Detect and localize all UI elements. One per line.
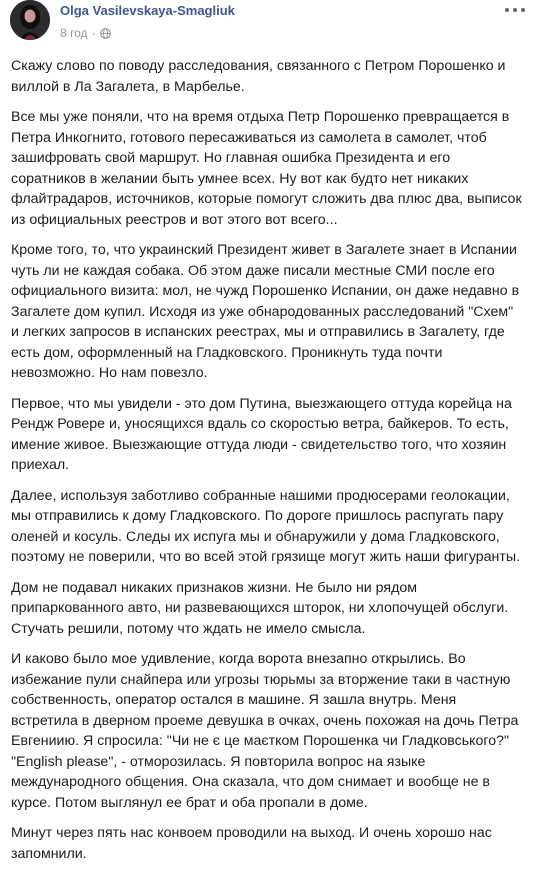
globe-icon[interactable] — [100, 28, 111, 39]
post-timestamp[interactable]: 8 год — [60, 26, 88, 40]
menu-dot — [513, 8, 517, 12]
more-options-icon[interactable] — [505, 4, 525, 16]
menu-dot — [505, 8, 509, 12]
post-paragraph: Первое, что мы увидели - это дом Путина, выезжающего оттуда корейца на Рендж Ровере и, уносящихся вдаль со скоростью ветра, байкеров. То есть, имение живое. Выезжающие оттуда люди - свидетельство того, что хозяин приехал. — [11, 395, 512, 473]
post-header — [0, 0, 535, 48]
post-body — [0, 56, 535, 864]
post-paragraph: Дом не подавал никаких признаков жизни. Не было ни рядом припаркованного авто, ни развевающихся шторок, ни хлопочущей обслуги. Стучать решили, потому что ждать не имело смысла. — [11, 579, 509, 637]
post-paragraph: Все мы уже поняли, что на время отдыха Петр Порошенко превращается в Петра Инкогнито, готового пересаживаться из самолета в самолет, чтоб зашифровать свой маршрут. Но главная ошибка Президента и его соратников в желании быть умнее всех. Ну вот как будто нет никаких флайтрадаров, источников, которые помогут сложить два плюс два, выписок из официальных реестров и вот этого вот всего... — [11, 109, 522, 228]
post-paragraph: Далее, используя заботливо собранные нашими продюсерами геолокации, мы отправились к дому Гладковского. По дороге пришлось распугать пару оленей и косуль. Следы их испуга мы и обнаружили у дома Гладковского, поэтому не поверили, что во всей этой грязище могут жить наши фигуранты. — [11, 487, 521, 565]
avatar[interactable] — [10, 0, 50, 40]
meta-separator: · — [91, 26, 96, 40]
post-paragraph: Минут через пять нас конвоем проводили на выход. И очень хорошо нас запомнили. — [11, 825, 492, 862]
avatar-image — [10, 0, 50, 40]
menu-dot — [521, 8, 525, 12]
post-meta — [60, 26, 111, 40]
author-name[interactable]: Olga Vasilevskaya-Smagliuk — [60, 3, 235, 18]
post-paragraph: И каково было мое удивление, когда ворота внезапно открылись. Во избежание пули снайпера или угрозы тюрьмы за вторжение таки в частную собственность, оператор остался в машине. Я зашла внутрь. Меня встретила в дверном проеме девушка в очках, очень похожая на дочь Петра Евгениию. Я спросила: "Чи не є це маєтком Порошенка чи Гладковського?" "English please", - отморозилась. Я повторила вопрос на языке международного общения. Она сказала, что дом снимает и вообще не в курсе. Потом выглянул ее брат и оба пропали в доме. — [11, 651, 519, 811]
post-paragraph: Скажу слово по поводу расследования, связанного с Петром Порошенко и виллой в Ла Загалета, в Марбелье. — [11, 58, 506, 95]
post-paragraph: Кроме того, то, что украинский Президент живет в Загалете знает в Испании чуть ли не каждая собака. Об этом даже писали местные СМИ после его официального визита: мол, не чужд Порошенко Испании, он даже недавно в Загалете дом купил. Исходя из уже обнародованных расследований "Схем" и легких запросов в испанских реестрах, мы и отправились в Загалету, где есть дом, оформленный на Гладковского. Проникнуть туда почти невозможно. Но нам повезло. — [11, 242, 520, 381]
